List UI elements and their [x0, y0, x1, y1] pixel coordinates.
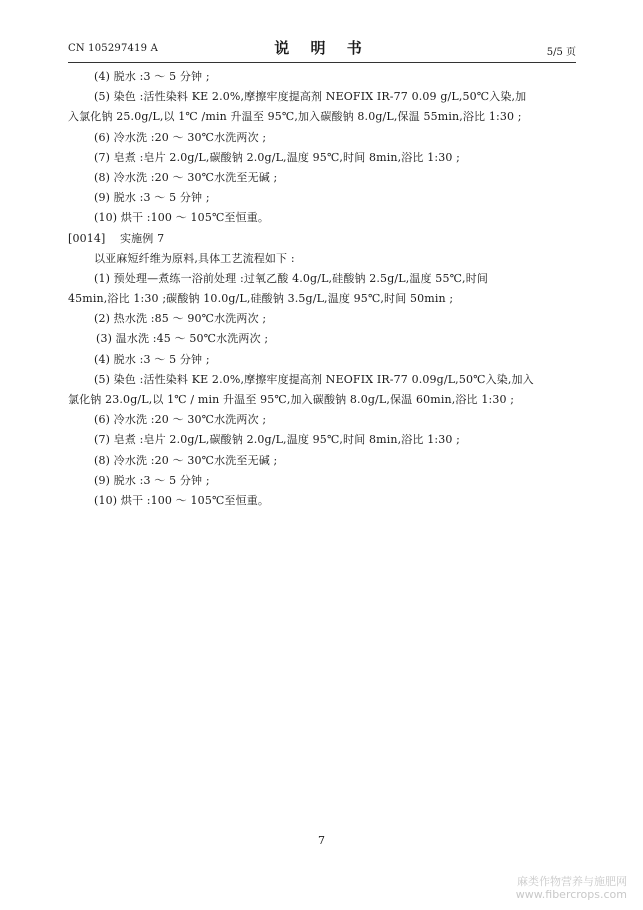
text-line: (6) 冷水洗 :20 ～ 30℃水洗两次 ;: [94, 413, 267, 427]
text-line: (4) 脱水 :3 ～ 5 分钟 ;: [94, 352, 210, 366]
watermark: [516, 875, 627, 901]
text-line: 以亚麻短纤维为原料,具体工艺流程如下 :: [94, 251, 295, 265]
text-line: (7) 皂煮 :皂片 2.0g/L,碳酸钠 2.0g/L,温度 95℃,时间 8min,浴比 1:30 ;: [94, 433, 461, 447]
text-line: (4) 脱水 :3 ～ 5 分钟 ;: [94, 70, 210, 83]
paragraph-heading: [68, 229, 578, 249]
text-line: 氯化钠 23.0g/L,以 1℃ / min 升温至 95℃,加入碳酸钠 8.0g/L,保温 60min,浴比 1:30 ;: [68, 393, 515, 406]
text-line: (8) 冷水洗 :20 ～ 30℃水洗至无碱 ;: [94, 453, 278, 467]
document-body: [68, 67, 578, 511]
page-header: [68, 38, 576, 62]
text-line: 45min,浴比 1:30 ;碳酸钠 10.0g/L,硅酸钠 3.5g/L,温度 95℃,时间 50min ;: [68, 292, 454, 306]
text-line: (10) 烘干 :100 ～ 105℃至恒重。: [94, 493, 270, 507]
text-line: (10) 烘干 :100 ～ 105℃至恒重。: [94, 211, 270, 225]
header-rule: [68, 62, 576, 63]
page-number: 7: [318, 834, 325, 847]
text-line: 入氯化钠 25.0g/L,以 1℃ /min 升温至 95℃,加入碳酸钠 8.0g/L,保温 55min,浴比 1:30 ;: [68, 110, 522, 124]
document-title: 说 明 书: [274, 39, 370, 57]
text-line: (6) 冷水洗 :20 ～ 30℃水洗两次 ;: [94, 130, 267, 144]
text-line: (5) 染色 :活性染料 KE 2.0%,摩擦牢度提高剂 NEOFIX IR-77 0.09 g/L,50℃入染,加: [94, 90, 527, 104]
paragraph-number: [0014]: [68, 231, 106, 245]
text-line: (9) 脱水 :3 ～ 5 分钟 ;: [94, 191, 210, 205]
text-line: (7) 皂煮 :皂片 2.0g/L,碳酸钠 2.0g/L,温度 95℃,时间 8min,浴比 1:30 ;: [94, 150, 461, 164]
text-line: (1) 预处理—煮练一浴前处理 :过氧乙酸 4.0g/L,硅酸钠 2.5g/L,温度 55℃,时间: [94, 271, 489, 285]
text-line: (3) 温水洗 :45 ～ 50℃水洗两次 ;: [96, 332, 269, 346]
example-title: 实施例 7: [120, 231, 165, 245]
text-line: (5) 染色 :活性染料 KE 2.0%,摩擦牢度提高剂 NEOFIX IR-77 0.09g/L,50℃入染,加入: [94, 372, 534, 386]
watermark-title: 麻类作物营养与施肥网: [517, 875, 627, 888]
watermark-url: www.fibercrops.com: [515, 888, 627, 901]
patent-number: CN 105297419 A: [68, 43, 159, 54]
text-line: (8) 冷水洗 :20 ～ 30℃水洗至无碱 ;: [94, 170, 278, 184]
text-line: (9) 脱水 :3 ～ 5 分钟 ;: [94, 473, 210, 487]
text-line: (2) 热水洗 :85 ～ 90℃水洗两次 ;: [94, 312, 267, 326]
page-indicator: 5/5 页: [546, 47, 576, 58]
